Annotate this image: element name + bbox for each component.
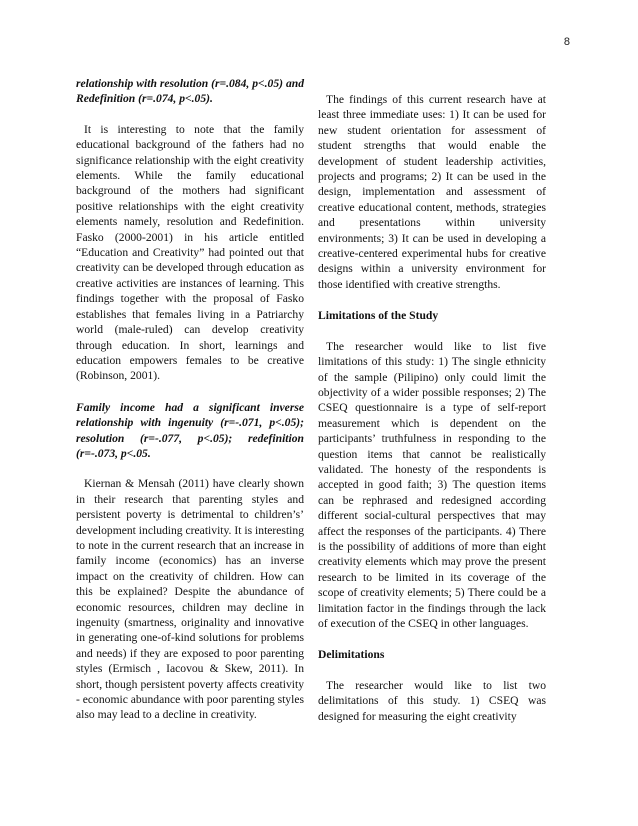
paragraph-research-uses: The findings of this current research have at least three immediate uses: 1) It can be used for new student orientation for assessment of student strengths that would enable the development of student leadership activities, projects and programs; 2) It can be used in the design, implementation and assessment of creative educational content, methods, strategies and presentations within university environments; 3) It can be used in developing a creative-centered experimental hubs for creative designs within a university environment for those identified with creative strengths.: [318, 93, 546, 291]
finding-heading-education: relationship with resolution (r=.084, p<.05) and Redefinition (r=.074, p<.05).: [76, 77, 304, 106]
left-column: [76, 76, 304, 739]
paragraph-limitations: The researcher would like to list five limitations of this study: 1) The single ethnicity of the sample (Pilipino) only could limit the objectivity of a wider possible responses; 2) The CSEQ questionnaire is a type of self-report measurement which is dependent on the participants’ truthfulness in responding to the question items that cannot be realistically validated. The honesty of the respondents is accepted in good faith; 3) The question items can be rephrased and redesigned according different social-cultural perspectives that may affect the responses of the participants. 4) There is the possibility of additions of more than eight creativity elements which may prove the present research to be limited in its coverage of the scope of creativity elements; 5) There could be a limitation factor in the findings through the lack of execution of the CSEQ in other languages.: [318, 339, 546, 630]
finding-heading-income: Family income had a significant inverse relationship with ingenuity (r=-.071, p<.05); resolution (r=-.077, p<.05); redefinition (r=-.073, p<.05.: [76, 400, 304, 460]
page-number: 8: [563, 36, 570, 48]
paragraph-delimitations: The researcher would like to list two delimitations of this study. 1) CSEQ was designed for measuring the eight creativity: [318, 678, 546, 723]
paragraph-family-education: It is interesting to note that the family educational background of the fathers had no significance relationship with the eight creativity elements. While the family educational background of the mothers had significant positive relationships with the eight creativity elements namely, resolution and Redefinition. Fasko (2000-2001) in his article entitled “Education and Creativity” had pointed out that creativity can be developed through education as creative activities are instances of learning. This findings together with the proposal of Fasko establishes that females living in a Patriarchy world (male-ruled) can develop creativity through education. In short, learnings and education empowers females to be creative (Robinson, 2001).: [76, 122, 304, 383]
right-column: [318, 92, 546, 740]
section-heading-limitations: Limitations of the Study: [318, 309, 439, 323]
section-heading-delimitations: Delimitations: [318, 648, 385, 662]
paragraph-family-income: Kiernan & Mensah (2011) have clearly shown in their research that parenting styles and persistent poverty is detrimental to children’s’ development including creativity. It is interesting to note in the current research that an increase in family income (economics) has an inverse impact on the creativity of children. How can this be explained? Despite the abundance of economic resources, children may decline in ingenuity (smartness, originality and innovative in generating one-of-kind solutions for problems and needs) if they are exposed to poor parenting styles (Ermisch , Iacovou & Skew, 2011). In short, though persistent poverty affects creativity - economic abundance with poor parenting styles also may lead to a decline in creativity.: [76, 477, 304, 722]
